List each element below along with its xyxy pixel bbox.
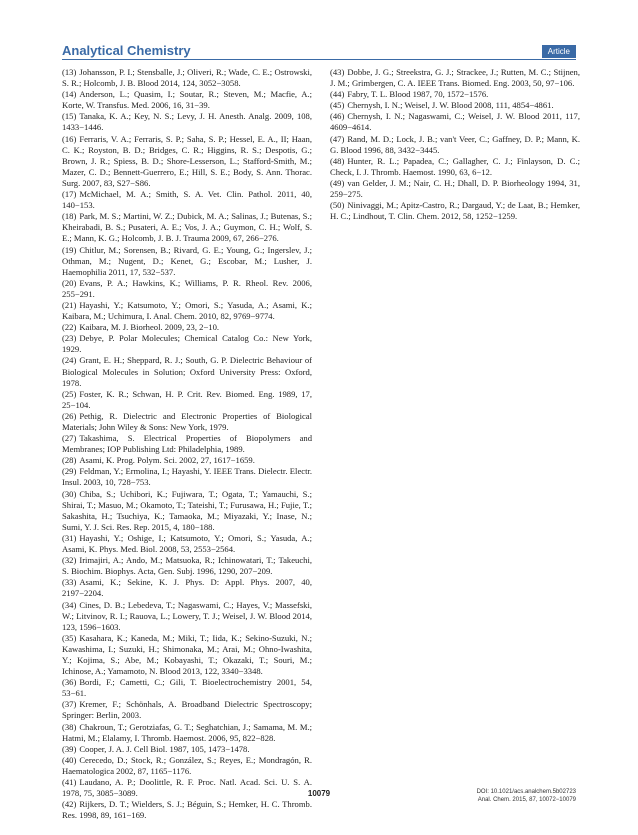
reference-item (62, 489, 312, 533)
reference-text: Cooper, J. A. J. Cell Biol. 1987, 105, 1473−1478. (79, 743, 250, 754)
reference-number: (20) (62, 277, 77, 288)
reference-item (62, 722, 312, 744)
reference-text: Evans, P. A.; Hawkins, K.; Williams, P. R. Rheol. Rev. 2006, 255−291. (62, 277, 312, 299)
reference-number: (35) (62, 632, 77, 643)
reference-number: (38) (62, 721, 77, 732)
reference-number: (31) (62, 532, 77, 543)
reference-item (330, 100, 580, 111)
reference-number: (23) (62, 333, 77, 344)
reference-number: (41) (62, 777, 77, 787)
reference-item (330, 134, 580, 156)
reference-number: (46) (330, 111, 345, 122)
reference-number: (43) (330, 67, 345, 77)
reference-number: (15) (62, 111, 77, 122)
reference-number: (44) (330, 89, 345, 100)
journal-title: Analytical Chemistry (62, 43, 191, 58)
reference-number: (45) (330, 100, 345, 111)
reference-item (62, 278, 312, 300)
reference-number: (24) (62, 355, 77, 366)
reference-text: Foster, K. R.; Schwan, H. P. Crit. Rev. Biomed. Eng. 1989, 17, 25−104. (62, 388, 312, 410)
reference-number: (50) (330, 200, 345, 211)
reference-number: (19) (62, 244, 77, 255)
reference-item (62, 111, 312, 133)
reference-number: (17) (62, 189, 77, 200)
reference-number: (48) (330, 155, 345, 166)
reference-item (62, 389, 312, 411)
reference-text: Bordi, F.; Cametti, C.; Gili, T. Bioelectrochemistry 2001, 54, 53−61. (62, 677, 312, 699)
reference-item (62, 333, 312, 355)
reference-item (62, 799, 312, 821)
reference-text: Hunter, R. L.; Papadea, C.; Gallagher, C. J.; Finlayson, D. C.; Check, I. J. Thromb. Haemost. 1990, 63, 6−12. (330, 155, 580, 177)
reference-number: (25) (62, 388, 77, 399)
reference-text: Rijkers, D. T.; Wielders, S. J.; Béguin, S.; Hemker, H. C. Thromb. Res. 1998, 89, 161−169. (62, 799, 312, 821)
reference-text: Asami, K.; Sekine, K. J. Phys. D: Appl. Phys. 2007, 40, 2197−2204. (62, 577, 312, 599)
reference-text: Kasahara, K.; Kaneda, M.; Miki, T.; Iida, K.; Sekino-Suzuki, N.; Kawashima, I.; Suzuki, H.; Shimonaka, M.; Arai, M.; Ohno-Iwashita, Y.; Kojima, S.; Abe, M.; Kobayashi, T.; Okazaki, T.; Souri, M.; Ichinose, A.; Yamamoto, N. Blood 2013, 122, 3340−3348. (62, 632, 312, 677)
reference-number: (42) (62, 799, 77, 810)
doi-block (477, 788, 576, 804)
reference-number: (37) (62, 699, 77, 710)
reference-text: McMichael, M. A.; Smith, S. A. Vet. Clin. Pathol. 2011, 40, 140−153. (62, 189, 312, 211)
reference-item (62, 600, 312, 633)
reference-text: Park, M. S.; Martini, W. Z.; Dubick, M. A.; Salinas, J.; Butenas, S.; Kheirabadi, B. S.; Pusateri, A. E.; Vos, J. A.; Guymon, C. H.; Wolf, S. E.; Mann, K. G.; Holcomb, J. B. J. Trauma 2009, 67, 266−276. (62, 211, 312, 244)
reference-number: (49) (330, 177, 345, 188)
reference-item (62, 744, 312, 755)
reference-number: (14) (62, 89, 77, 100)
citation-text: Anal. Chem. 2015, 87, 10072−10079 (477, 797, 576, 803)
reference-item (62, 211, 312, 244)
reference-item (62, 466, 312, 488)
reference-item (62, 533, 312, 555)
reference-number: (39) (62, 743, 77, 754)
reference-number: (21) (62, 299, 77, 310)
reference-number: (26) (62, 410, 77, 421)
reference-item (62, 633, 312, 677)
reference-item (62, 300, 312, 322)
references-right-column (330, 67, 580, 222)
reference-text: Asami, K. Prog. Polym. Sci. 2002, 27, 1617−1659. (79, 455, 255, 466)
reference-text: Chakroun, T.; Gerotziafas, G. T.; Seghatchian, J.; Samama, M. M.; Hatmi, M.; Elalamy, I. Thromb. Haemost. 2006, 95, 822−828. (62, 721, 312, 743)
reference-item (62, 134, 312, 189)
reference-item (330, 178, 580, 200)
reference-item (62, 322, 312, 333)
reference-text: Johansson, P. I.; Stensballe, J.; Oliveri, R.; Wade, C. E.; Ostrowski, S. R.; Holcomb, J. B. Blood 2014, 124, 3052−3058. (62, 67, 312, 89)
reference-item (62, 189, 312, 211)
reference-item (330, 156, 580, 178)
header-rule (62, 59, 576, 60)
reference-text: Pethig, R. Dielectric and Electronic Properties of Biological Materials; John Wiley & Sons: New York, 1979. (62, 410, 312, 432)
reference-item (62, 67, 312, 89)
reference-text: Chernysh, I. N.; Weisel, J. W. Blood 2008, 111, 4854−4861. (347, 100, 554, 111)
reference-item (62, 411, 312, 433)
reference-item (62, 677, 312, 699)
reference-item (62, 699, 312, 721)
reference-text: Cines, D. B.; Lebedeva, T.; Nagaswami, C.; Hayes, V.; Massefski, W.; Litvinov, R. I.; Rauova, L.; Lowery, T. J.; Weisel, J. W. Blood 2014, 123, 1596−1603. (62, 599, 312, 632)
reference-item (62, 555, 312, 577)
page-number: 10079 (307, 789, 331, 798)
reference-number: (18) (62, 211, 77, 222)
reference-number: (33) (62, 577, 77, 588)
reference-number: (22) (62, 322, 77, 333)
reference-text: Rand, M. D.; Lock, J. B.; van't Veer, C.; Gaffney, D. P.; Mann, K. G. Blood 1996, 88, 3432−3445. (330, 133, 580, 155)
reference-text: Ninivaggi, M.; Apitz-Castro, R.; Dargaud, Y.; de Laat, B.; Hemker, H. C.; Lindhout, T. Clin. Chem. 2012, 58, 1252−1259. (330, 200, 580, 222)
reference-text: Hayashi, Y.; Oshige, I.; Katsumoto, Y.; Omori, S.; Yasuda, A.; Asami, K. Phys. Med. Biol. 2008, 53, 2553−2564. (62, 532, 312, 555)
reference-item (62, 755, 312, 777)
reference-number: (27) (62, 433, 77, 444)
reference-text: Ferraris, V. A.; Ferraris, S. P.; Saha, S. P.; Hessel, E. A., II; Haan, C. K.; Royston, B. D.; Bridges, C. R.; Higgins, R. S.; Despotis, G.; Brown, J. R.; Spiess, B. D.; Shore-Lesserson, L.; Stafford-Smith, M.; Mazer, C. D.; Bennett-Guerrero, E.; Hill, S. E.; Body, S. Ann. Thorac. Surg. 2007, 83, S27−S86. (62, 133, 312, 188)
reference-item (62, 355, 312, 388)
reference-text: Debye, P. Polar Molecules; Chemical Catalog Co.: New York, 1929. (62, 333, 312, 355)
reference-text: Kaibara, M. J. Biorheol. 2009, 23, 2−10. (79, 322, 220, 333)
reference-item (62, 577, 312, 599)
reference-number: (30) (62, 488, 77, 499)
reference-text: Chernysh, I. N.; Nagaswami, C.; Weisel, J. W. Blood 2011, 117, 4609−4614. (330, 111, 580, 133)
reference-item (62, 245, 312, 278)
reference-number: (32) (62, 555, 77, 566)
article-badge: Article (542, 45, 576, 58)
doi-text[interactable]: DOI: 10.1021/acs.analchem.5b02723 (476, 789, 576, 795)
reference-item (330, 89, 580, 100)
reference-text: Kremer, F.; Schönhals, A. Broadband Dielectric Spectroscopy; Springer: Berlin, 2003. (62, 699, 312, 721)
reference-item (62, 89, 312, 111)
reference-text: Anderson, L.; Quasim, I.; Soutar, R.; Steven, M.; Macfie, A.; Korte, W. Transfus. Med. 2006, 16, 31−39. (62, 89, 312, 111)
reference-text: Feldman, Y.; Ermolina, I.; Hayashi, Y. IEEE Trans. Dielectr. Electr. Insul. 2003, 10, 728−753. (62, 466, 312, 488)
reference-number: (34) (62, 599, 77, 610)
reference-number: (28) (62, 455, 77, 466)
reference-text: Hayashi, Y.; Katsumoto, Y.; Omori, S.; Yasuda, A.; Asami, K.; Kaibara, M.; Uchimura, I. Anal. Chem. 2010, 82, 9769−9774. (62, 299, 312, 322)
reference-text: Chiba, S.; Uchibori, K.; Fujiwara, T.; Ogata, T.; Yamauchi, S.; Shirai, T.; Masuo, M.; Okamoto, T.; Tateishi, T.; Furusawa, H.; Fujie, T.; Sakashita, H.; Tsuchiya, K.; Tamaoka, M.; Miyazaki, Y.; Inase, N.; Sumi, Y. J. Sci. Res. Rep. 2015, 4, 180−188. (62, 488, 312, 532)
reference-item (62, 455, 312, 466)
reference-text: Takashima, S. Electrical Properties of Biopolymers and Membranes; IOP Publishing Ltd: Philadelphia, 1989. (62, 433, 312, 455)
reference-number: (36) (62, 677, 77, 688)
reference-text: Grant, E. H.; Sheppard, R. J.; South, G. P. Dielectric Behaviour of Biological Molecules in Solution; Oxford University Press: Oxford, 1978. (62, 355, 312, 388)
reference-text: Dobbe, J. G.; Streekstra, G. J.; Strackee, J.; Rutten, M. C.; Stijnen, J. M.; Grimbergen, C. A. IEEE Trans. Biomed. Eng. 2003, 50, 97−106. (330, 67, 580, 89)
reference-number: (40) (62, 754, 77, 765)
reference-text: Irimajiri, A.; Ando, M.; Matsuoka, R.; Ichinowatari, T.; Takeuchi, S. Biochim. Biophys. Acta, Gen. Subj. 1996, 1290, 207−209. (62, 555, 312, 577)
reference-number: (16) (62, 133, 77, 144)
reference-item (330, 67, 580, 89)
reference-number: (13) (62, 67, 77, 77)
reference-number: (29) (62, 466, 77, 477)
references-left-column (62, 67, 312, 821)
reference-item (62, 433, 312, 455)
reference-item (330, 200, 580, 222)
reference-text: van Gelder, J. M.; Nair, C. H.; Dhall, D. P. Biorheology 1994, 31, 259−275. (330, 177, 580, 200)
reference-text: Cerecedo, D.; Stock, R.; González, S.; Reyes, E.; Mondragón, R. Haematologica 2002, 87, 1165−1176. (62, 754, 312, 776)
reference-text: Tanaka, K. A.; Key, N. S.; Levy, J. H. Anesth. Analg. 2009, 108, 1433−1446. (62, 111, 312, 133)
reference-text: Chitlur, M.; Sorensen, B.; Rivard, G. E.; Young, G.; Ingerslev, J.; Othman, M.; Nugent, D.; Kenet, G.; Escobar, M.; Lusher, J. Haemophilia 2011, 17, 532−537. (62, 244, 312, 277)
reference-text: Laudano, A. P.; Doolittle, R. F. Proc. Natl. Acad. Sci. U. S. A. 1978, 75, 3085−3089. (62, 777, 312, 799)
reference-number: (47) (330, 133, 345, 144)
reference-item (330, 111, 580, 133)
reference-text: Fabry, T. L. Blood 1987, 70, 1572−1576. (347, 89, 489, 100)
